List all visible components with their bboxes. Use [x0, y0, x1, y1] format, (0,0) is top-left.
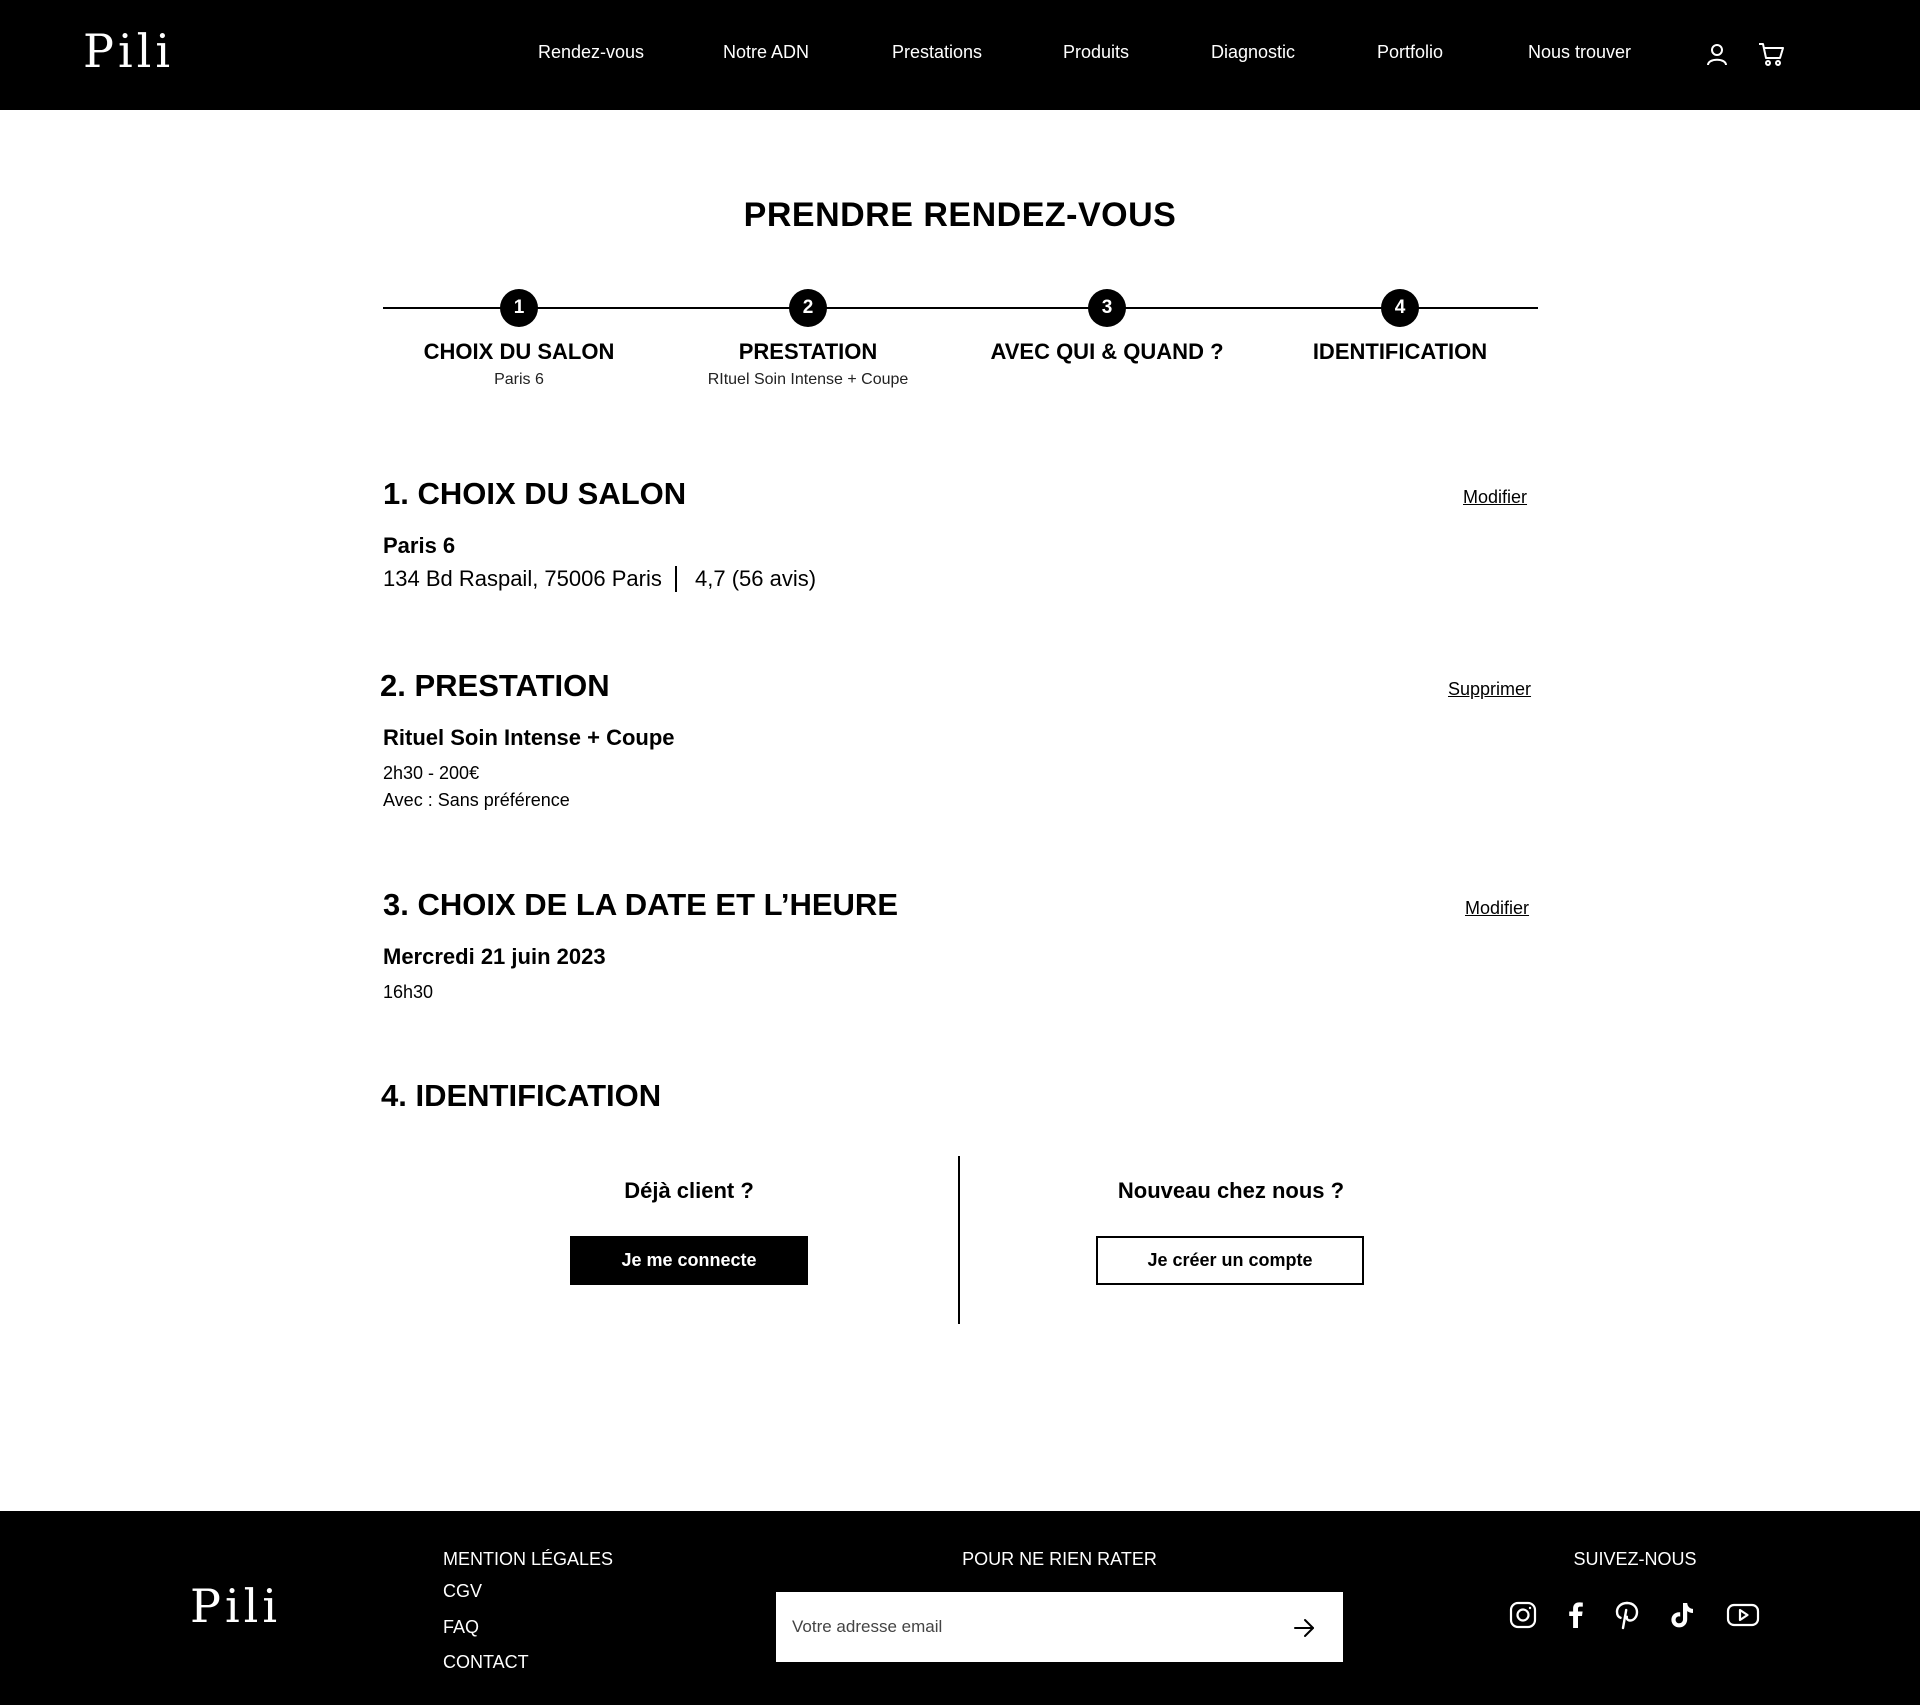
- new-client-question: Nouveau chez nous ?: [1117, 1178, 1345, 1203]
- step-number: 1: [500, 289, 538, 327]
- step-label: PRESTATION: [738, 339, 878, 364]
- instagram-icon[interactable]: [1508, 1600, 1538, 1630]
- section-identification-title: 4. IDENTIFICATION: [381, 1078, 662, 1113]
- cart-icon[interactable]: [1757, 40, 1785, 68]
- step-identification[interactable]: [1240, 289, 1560, 371]
- footer-link-mentions[interactable]: MENTION LÉGALES: [443, 1549, 614, 1569]
- site-header: [0, 0, 1920, 110]
- nav-item-rendez-vous[interactable]: Rendez-vous: [538, 42, 645, 62]
- modify-salon-link[interactable]: Modifier: [1463, 487, 1528, 507]
- site-footer: [0, 1511, 1920, 1705]
- nav-item-notre-adn[interactable]: Notre ADN: [723, 42, 810, 62]
- service-with: Avec : Sans préférence: [383, 790, 570, 810]
- existing-client-question: Déjà client ?: [624, 1178, 754, 1203]
- salon-name: Paris 6: [383, 533, 456, 558]
- section-salon-title: 1. CHOIX DU SALON: [383, 476, 687, 511]
- service-duration-price: 2h30 - 200€: [383, 763, 480, 783]
- nav-item-prestations[interactable]: Prestations: [892, 42, 983, 62]
- email-input[interactable]: [792, 1592, 1272, 1662]
- step-label: IDENTIFICATION: [1312, 339, 1488, 364]
- identification-divider: [958, 1156, 960, 1324]
- booking-date: Mercredi 21 juin 2023: [383, 944, 606, 969]
- footer-link-contact[interactable]: CONTACT: [443, 1652, 529, 1672]
- page-title: PRENDRE RENDEZ-VOUS: [743, 196, 1177, 234]
- footer-link-faq[interactable]: FAQ: [443, 1617, 480, 1637]
- step-prestation[interactable]: [648, 289, 968, 389]
- social-heading: SUIVEZ-NOUS: [1573, 1549, 1697, 1569]
- step-sub: Paris 6: [494, 371, 544, 388]
- step-avec-qui-quand[interactable]: [947, 289, 1267, 371]
- delete-prestation-link[interactable]: Supprimer: [1448, 679, 1532, 699]
- section-date-title: 3. CHOIX DE LA DATE ET L’HEURE: [383, 887, 898, 922]
- nav-item-nous-trouver[interactable]: Nous trouver: [1528, 42, 1632, 62]
- newsletter-heading: POUR NE RIEN RATER: [962, 1549, 1157, 1569]
- facebook-icon[interactable]: [1561, 1600, 1591, 1630]
- pinterest-icon[interactable]: [1612, 1600, 1642, 1630]
- step-number: 2: [789, 289, 827, 327]
- booking-time: 16h30: [383, 982, 434, 1002]
- step-number: 4: [1381, 289, 1419, 327]
- login-button[interactable]: Je me connecte: [570, 1236, 808, 1285]
- step-label: AVEC QUI & QUAND ?: [990, 339, 1224, 364]
- salon-rating: 4,7 (56 avis): [695, 566, 817, 591]
- step-number: 3: [1088, 289, 1126, 327]
- step-choix-du-salon[interactable]: [359, 289, 679, 389]
- nav-item-portfolio[interactable]: Portfolio: [1377, 42, 1444, 62]
- nav-item-diagnostic[interactable]: Diagnostic: [1211, 42, 1296, 62]
- modify-date-link[interactable]: Modifier: [1465, 898, 1530, 918]
- youtube-icon[interactable]: [1726, 1600, 1760, 1630]
- footer-logo[interactable]: Pili: [190, 1579, 282, 1633]
- arrow-right-icon[interactable]: [1291, 1615, 1317, 1641]
- section-prestation-title: 2. PRESTATION: [380, 668, 610, 703]
- nav-item-produits[interactable]: Produits: [1063, 42, 1130, 62]
- tiktok-icon[interactable]: [1667, 1600, 1697, 1630]
- service-name: Rituel Soin Intense + Coupe: [383, 725, 675, 750]
- step-sub: RItuel Soin Intense + Coupe: [707, 371, 909, 388]
- header-logo[interactable]: Pili: [83, 24, 175, 78]
- step-label: CHOIX DU SALON: [423, 339, 615, 364]
- address-rating-divider: [675, 566, 677, 592]
- salon-address: 134 Bd Raspail, 75006 Paris: [383, 566, 662, 591]
- user-icon[interactable]: [1703, 40, 1731, 68]
- footer-link-cgv[interactable]: CGV: [443, 1581, 483, 1601]
- create-account-button[interactable]: Je créer un compte: [1096, 1236, 1364, 1285]
- newsletter-form: [776, 1592, 1343, 1662]
